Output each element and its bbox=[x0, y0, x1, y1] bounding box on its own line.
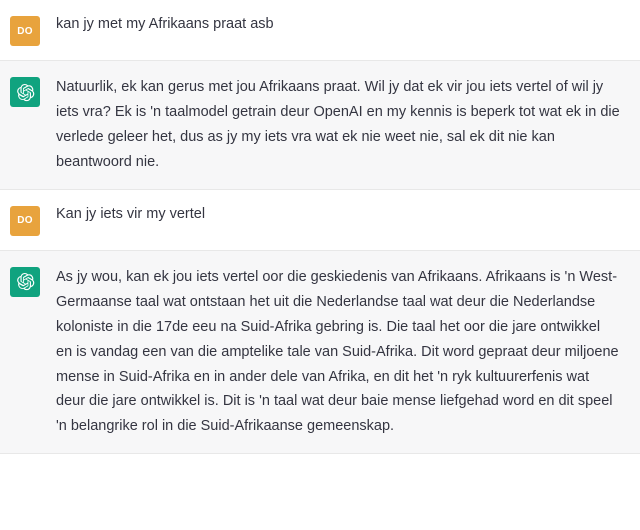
openai-logo-icon bbox=[10, 77, 40, 107]
chat-message-assistant bbox=[0, 61, 640, 190]
message-text: kan jy met my Afrikaans praat asb bbox=[56, 16, 274, 32]
user-initials-avatar bbox=[10, 16, 40, 46]
chat-message-user bbox=[0, 0, 640, 61]
message-text: Natuurlik, ek kan gerus met jou Afrikaans praat. Wil jy dat ek vir jou iets vertel of wil jy iets vra? Ek is 'n taalmodel getrain deur OpenAI en my kennis is beperk tot wat ek in die verlede geleer het, dus as jy my iets vra wat ek nie weet nie, sal ek dit nie kan beantwoord nie. bbox=[56, 79, 624, 170]
user-avatar-label: DO bbox=[17, 25, 33, 37]
chat-message-assistant bbox=[0, 251, 640, 455]
user-avatar-label: DO bbox=[17, 215, 33, 227]
chat-message-user bbox=[0, 190, 640, 251]
message-text: As jy wou, kan ek jou iets vertel oor die geskiedenis van Afrikaans. Afrikaans is 'n West-Germaanse taal wat ontstaan het uit die Nederlandse taal wat deur die Nederlandse koloniste in die 17de eeu na Suid-Afrika gebring is. Die taal het oor die jare ontwikkel en is vandag een van die amptelike tale van Suid-Afrika. Dit word gepraat deur miljoene mense in Suid-Afrika en in ander dele van Afrika, en dit het 'n ryk kultuurerfenis wat deur die jare ontwikkel is. Dit is 'n taal wat deur baie mense liefgehad word en dit speel 'n belangrike rol in die Suid-Afrikaanse gemeenskap. bbox=[56, 268, 623, 435]
openai-logo-icon bbox=[10, 267, 40, 297]
message-text: Kan jy iets vir my vertel bbox=[56, 205, 206, 222]
user-initials-avatar bbox=[10, 206, 40, 236]
